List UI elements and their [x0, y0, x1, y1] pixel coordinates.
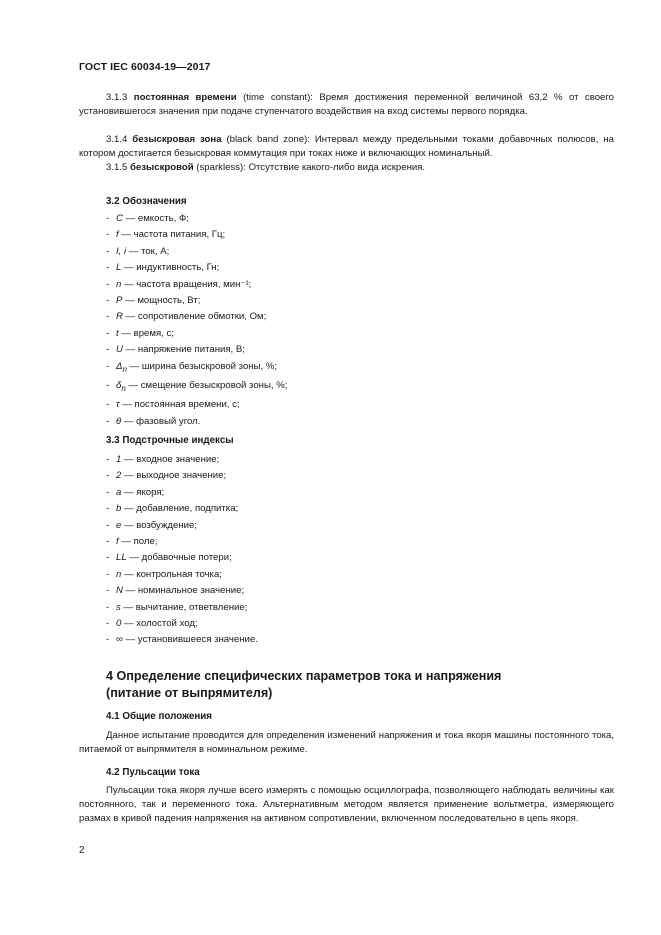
list-item [106, 397, 287, 413]
list-item [106, 244, 287, 260]
symbol-description: — номинальное значение; [122, 585, 245, 597]
symbol: Δ [116, 360, 123, 372]
term-name: безыскровая зона [132, 134, 222, 145]
subscripts-list [106, 452, 258, 649]
list-item [106, 211, 287, 227]
symbol: f [116, 229, 119, 241]
symbol: e [116, 519, 122, 531]
list-dash: - [106, 568, 110, 580]
term-3-1-5 [79, 161, 614, 175]
symbol-description: — вычитание, ответвление; [120, 601, 248, 613]
symbol: a [116, 486, 122, 498]
section-4-title-line1: 4 Определение специфических параметров тока и напряжения [106, 669, 502, 683]
symbol: C [116, 213, 123, 224]
term-definition: Интервал между предельными токами добавочных полюсов, на котором достигается безыскровая коммутация при токах ниже и включающих номинальный. [79, 134, 614, 160]
symbol-description: — добавление, подпитка; [121, 503, 239, 515]
list-dash: - [106, 278, 110, 290]
list-item [106, 616, 258, 632]
symbol-description: — входное значение; [121, 454, 220, 465]
section-4-title-line2: (питание от выпрямителя) [106, 686, 273, 700]
symbol: b [116, 503, 122, 515]
list-item [106, 501, 258, 517]
symbol-description: — индуктивность, Гн; [121, 262, 220, 274]
symbol-description: — холостой ход; [121, 618, 198, 630]
list-dash: - [106, 262, 110, 274]
symbol-description: — постоянная времени, с; [119, 399, 240, 411]
standard-header: ГОСТ IEC 60034-19—2017 [79, 61, 211, 73]
list-item [106, 260, 287, 276]
section-4-1-text: Данное испытание проводится для определения изменений напряжения и тока якоря машины постоянного тока, питаемой от выпрямителя в номинальном режиме. [79, 730, 614, 756]
list-dash: - [106, 311, 110, 323]
list-item [106, 550, 258, 566]
list-dash: - [106, 470, 110, 482]
symbol: δ [116, 379, 122, 391]
list-dash: - [106, 229, 110, 241]
term-english: (sparkless): [193, 162, 249, 173]
symbol-description: — возбуждение; [121, 519, 197, 531]
term-name: безыскровой [130, 162, 194, 173]
symbol-description: — якоря; [121, 486, 165, 498]
list-dash: - [106, 585, 110, 597]
term-3-1-3 [79, 91, 614, 119]
list-dash: - [106, 327, 110, 339]
list-dash: - [106, 503, 110, 515]
term-english: (time constant): [236, 92, 320, 103]
symbols-list [106, 211, 287, 430]
symbol-description: — время, с; [118, 327, 174, 339]
symbol-subscript: n [121, 383, 126, 393]
section-4-2-text: Пульсации тока якоря лучше всего измерять с помощью осциллографа, позволяющего наблюдать величины как постоянного, так и переменного тока. Альтернативным методом является применение вольтметра, измеряющего размах в кривой падения напряжения на активном сопротивлении, включенном последовательно в цепь якоря. [79, 785, 614, 825]
term-name: постоянная времени [133, 92, 237, 103]
symbol-description: — мощность, Вт; [122, 295, 201, 307]
term-3-1-4 [79, 133, 614, 161]
symbol-description: — установившееся значение. [122, 634, 258, 646]
list-dash: - [106, 634, 110, 646]
section-4-1-title: 4.1 Общие положения [106, 711, 213, 722]
list-item [106, 583, 258, 599]
list-item [106, 309, 287, 325]
symbol-description: — ширина безыскровой зоны, %; [126, 360, 278, 372]
symbol-subscript: n [122, 364, 127, 374]
list-item [106, 359, 287, 378]
list-dash: - [106, 295, 110, 307]
symbol: R [116, 311, 123, 323]
list-item [106, 342, 287, 358]
symbol: n [116, 568, 122, 580]
term-number: 3.1.5 [106, 162, 128, 173]
symbol: t [116, 327, 119, 339]
page-number: 2 [79, 845, 85, 856]
list-item [106, 534, 258, 550]
list-dash: - [106, 360, 110, 372]
symbol-description: — фазовый угол. [121, 415, 201, 427]
symbol: P [116, 295, 123, 307]
list-dash: - [106, 486, 110, 498]
list-dash: - [106, 415, 110, 427]
section-3-3-title: 3.3 Подстрочные индексы [106, 435, 234, 446]
symbol-description: — частота вращения, мин⁻¹; [121, 278, 252, 290]
symbol: 1 [116, 454, 122, 465]
symbol: LL [116, 552, 127, 564]
symbol-description: — контрольная точка; [121, 568, 222, 580]
list-item [106, 293, 287, 309]
symbol: L [116, 262, 122, 274]
list-item [106, 414, 287, 430]
list-item [106, 567, 258, 583]
list-dash: - [106, 519, 110, 531]
list-dash: - [106, 379, 110, 391]
list-dash: - [106, 601, 110, 613]
symbol: 2 [116, 470, 122, 482]
symbol: 0 [116, 618, 122, 630]
term-english: (black band zone): [221, 134, 315, 145]
symbol-description: — ток, А; [126, 245, 170, 257]
symbol-description: — частота питания, Гц; [118, 229, 226, 241]
list-item [106, 277, 287, 293]
list-dash: - [106, 399, 110, 411]
symbol: N [116, 585, 123, 597]
symbol-description: — смещение безыскровой зоны, %; [125, 379, 288, 391]
list-dash: - [106, 618, 110, 630]
symbol-description: — выходное значение; [121, 470, 227, 482]
symbol: ∞ [116, 634, 123, 646]
section-3-2-title: 3.2 Обозначения [106, 196, 187, 207]
list-dash: - [106, 552, 110, 564]
term-definition: Отсутствие какого-либо вида искрения. [248, 162, 426, 173]
list-dash: - [106, 245, 110, 257]
list-item [106, 632, 258, 648]
list-dash: - [106, 536, 110, 548]
list-item [106, 452, 258, 468]
list-item [106, 326, 287, 342]
symbol: s [116, 601, 121, 613]
section-4-2-title: 4.2 Пульсации тока [106, 767, 200, 778]
symbol: τ [116, 399, 120, 411]
symbol: θ [116, 415, 122, 427]
term-number: 3.1.3 [106, 92, 128, 103]
symbol-description: — поле; [118, 536, 158, 548]
list-dash: - [106, 454, 110, 465]
symbol-description: — напряжение питания, В; [122, 344, 245, 356]
list-dash: - [106, 213, 110, 224]
section-4-title [106, 668, 501, 702]
term-definition: Время достижения переменной величиной 63,2 % от своего установившегося значения при подаче ступенчатого воздействия на вход системы первого порядка. [79, 92, 614, 118]
symbol: U [116, 344, 123, 356]
list-item [106, 485, 258, 501]
list-item [106, 227, 287, 243]
symbol: n [116, 278, 122, 290]
symbol-description: — емкость, Ф; [122, 213, 189, 224]
list-item [106, 378, 287, 397]
symbol-description: — сопротивление обмотки, Ом; [122, 311, 267, 323]
term-number: 3.1.4 [106, 134, 128, 145]
list-item [106, 468, 258, 484]
symbol-description: — добавочные потери; [126, 552, 232, 564]
list-dash: - [106, 344, 110, 356]
list-item [106, 518, 258, 534]
symbol: I, i [116, 245, 127, 257]
symbol: f [116, 536, 119, 548]
list-item [106, 600, 258, 616]
